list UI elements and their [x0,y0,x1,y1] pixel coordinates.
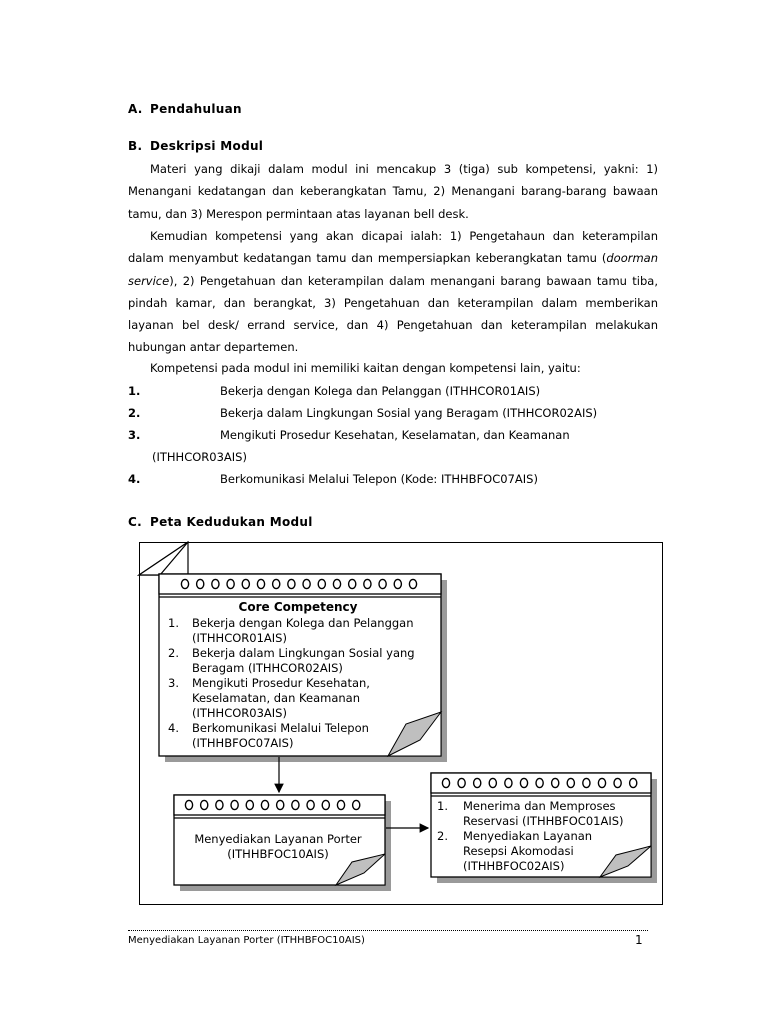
diagram-list-line: Beragam (ITHHCOR02AIS) [192,661,343,675]
paragraph-2-italic: doorman service [128,251,658,288]
section-a-title: Pendahuluan [150,102,242,116]
spiral-ring [261,800,268,809]
diagram-list-line: (ITHHBFOC02AIS) [463,859,565,873]
diagram-list-number: 3. [168,676,179,690]
diagram-list-item [435,829,647,874]
diagram-list-line: (ITHHBFOC07AIS) [192,736,294,750]
spiral-ring [322,800,329,809]
spiral-ring [303,579,310,588]
core-competency-content [162,600,434,750]
next-competency-list [435,799,647,874]
spiral-ring [520,778,527,787]
spiral-ring [185,800,192,809]
spiral-ring [567,778,574,787]
diagram-list-item [162,676,434,721]
spiral-ring [583,778,590,787]
section-c-letter: C. [128,515,142,529]
spiral-ring [257,579,264,588]
list-item-text: Mengikuti Prosedur Kesehatan, Keselamatan, dan Keamanan [220,428,570,442]
spiral-ring [307,800,314,809]
spiral-ring [552,778,559,787]
spiral-ring [337,800,344,809]
section-b-title: Deskripsi Modul [150,139,264,153]
diagram-list-line: Mengikuti Prosedur Kesehatan, [192,676,370,690]
list-item-number: 1. [128,384,141,398]
spiral-ring [364,579,371,588]
diagram-list-line: (ITHHCOR01AIS) [192,631,287,645]
spiral-ring [379,579,386,588]
spiral-ring [197,579,204,588]
list-item-text: Berkomunikasi Melalui Telepon (Kode: ITHHBFOC07AIS) [220,472,538,486]
spiral-ring [212,579,219,588]
spiral-ring [333,579,340,588]
core-competency-title: Core Competency [238,600,358,614]
spiral-ring [181,579,188,588]
diagram-list-number: 2. [437,829,448,843]
spiral-ring [277,800,284,809]
spiral-ring [273,579,280,588]
spiral-ring [353,800,360,809]
spiral-ring [458,778,465,787]
spiral-ring [318,579,325,588]
diagram-list-item [162,646,434,676]
diagram-list-item [435,799,647,829]
diagram-list-line: Bekerja dalam Lingkungan Sosial yang [192,646,415,660]
spiral-ring [394,579,401,588]
diagram-list-line: Berkomunikasi Melalui Telepon [192,721,369,735]
spiral-ring [474,778,481,787]
diagram-list-line: Keselamatan, dan Keamanan [192,691,361,705]
module-title: Menyediakan Layanan Porter [194,832,362,846]
list-item-text: Bekerja dengan Kolega dan Pelanggan (ITHHCOR01AIS) [220,384,541,398]
paragraph-3-text: Kompetensi pada modul ini memiliki kaitan dengan kompetensi lain, yaitu: [150,361,581,375]
spiral-ring [288,579,295,588]
spiral-ring [536,778,543,787]
module-content [178,832,378,868]
diagram-list-line: Menyediakan Layanan [463,829,593,843]
spiral-ring [227,579,234,588]
spiral-ring [409,579,416,588]
spiral-ring [489,778,496,787]
spiral-ring [614,778,621,787]
module-code: (ITHHBFOC10AIS) [227,847,329,861]
diagram-list-line: (ITHHCOR03AIS) [192,706,287,720]
paragraph-1-text: Materi yang dikaji dalam modul ini mencakup 3 (tiga) sub kompetensi, yakni: 1) Menangani kedatangan dan keberangkatan Tamu, 2) Menangani barang-barang bawaan tamu, dan 3) Merespon permintaan atas layanan bell desk. [128,162,658,221]
diagram-list-number: 4. [168,721,179,735]
diagram-list-number: 1. [437,799,448,813]
list-item-text: Bekerja dalam Lingkungan Sosial yang Beragam (ITHHCOR02AIS) [220,406,598,420]
footer-divider [128,930,648,931]
diagram-list-number: 2. [168,646,179,660]
diagram-list-line: Resepsi Akomodasi [463,844,574,858]
spiral-ring [598,778,605,787]
spiral-ring [349,579,356,588]
spiral-ring [630,778,637,787]
spiral-ring [246,800,253,809]
list-item-number: 3. [128,428,141,442]
diagram-list-number: 1. [168,616,179,630]
spiral-ring [442,778,449,787]
section-a-letter: A. [128,102,143,116]
list-item-continuation: (ITHHCOR03AIS) [152,450,247,464]
diagram-list-line: Bekerja dengan Kolega dan Pelanggan [192,616,414,630]
spiral-ring [242,579,249,588]
spiral-ring [231,800,238,809]
diagram-list-line: Menerima dan Memproses [463,799,616,813]
spiral-ring [201,800,208,809]
list-item-number: 4. [128,472,141,486]
section-c-title: Peta Kedudukan Modul [150,515,313,529]
paragraph-2-text-a: Kemudian kompetensi yang akan dicapai ialah: 1) Pengetahaun dan keterampilan dalam menyambut kedatangan tamu dan mempersiapkan keberangkatan tamu ( [128,229,658,266]
list-item-number: 2. [128,406,141,420]
spiral-ring [216,800,223,809]
diagram-list-line: Reservasi (ITHHBFOC01AIS) [463,814,624,828]
frame-fold-corner [139,542,188,575]
paragraph-2-text-b: ), 2) Pengetahuan dan keterampilan dalam menangani barang bawaan tamu tiba, pindah kamar, dan berangkat, 3) Pengetahuan dan keterampilan dalam memberikan layanan bel desk/ errand service, dan 4) Pengetahuan dan keterampilan melakukan hubungan antar departemen. [128,273,658,355]
diagram-list-item [162,616,434,646]
spiral-ring [292,800,299,809]
footer-title: Menyediakan Layanan Porter (ITHHBFOC10AIS) [128,935,365,946]
section-b-letter: B. [128,139,143,153]
next-competency-content [435,799,647,873]
spiral-ring [505,778,512,787]
diagram-list-item [162,721,434,751]
page-number: 1 [635,933,643,947]
core-competency-list [162,616,434,751]
